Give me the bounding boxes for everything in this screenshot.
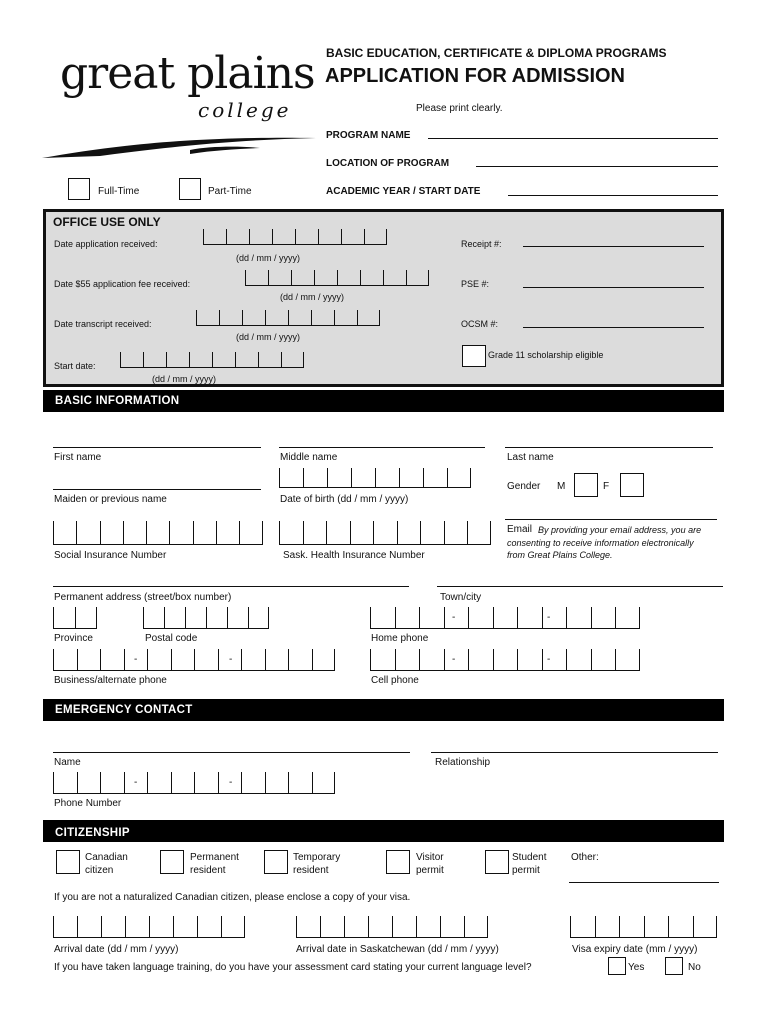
email-field[interactable] — [505, 519, 717, 520]
academic-year-label: ACADEMIC YEAR / START DATE — [326, 186, 481, 197]
gender-m-label: M — [557, 481, 566, 492]
ocsm-field[interactable] — [523, 327, 704, 328]
full-time-checkbox[interactable] — [68, 178, 90, 200]
postal-code-field[interactable] — [143, 607, 269, 629]
emergency-phone-dash-1: - — [134, 777, 138, 788]
date-transcript-label: Date transcript received: — [54, 319, 152, 329]
location-field[interactable] — [476, 166, 718, 167]
receipt-field[interactable] — [523, 246, 704, 247]
student-permit-label-2: permit — [512, 865, 540, 876]
start-date-field[interactable] — [120, 352, 304, 368]
logo-sub-text: college — [198, 98, 292, 122]
pse-label: PSE #: — [461, 279, 490, 289]
other-field[interactable] — [569, 882, 719, 883]
arrival-date-field[interactable] — [53, 916, 245, 938]
citizenship-heading: CITIZENSHIP — [43, 820, 724, 842]
province-label: Province — [54, 633, 93, 644]
emergency-phone-label: Phone Number — [54, 798, 122, 809]
pse-field[interactable] — [523, 287, 704, 288]
language-no-checkbox[interactable] — [665, 957, 683, 975]
gender-f-label: F — [603, 481, 610, 492]
cell-phone-label: Cell phone — [371, 675, 419, 686]
dob-label: Date of birth (dd / mm / yyyy) — [280, 494, 409, 505]
office-title: OFFICE USE ONLY — [53, 215, 161, 229]
other-label: Other: — [571, 852, 599, 863]
sin-field[interactable] — [53, 521, 263, 545]
business-phone-label: Business/alternate phone — [54, 675, 167, 686]
date-format-3: (dd / mm / yyyy) — [236, 332, 301, 342]
language-no-label: No — [688, 962, 701, 973]
scholarship-label: Grade 11 scholarship eligible — [488, 350, 604, 360]
visitor-permit-label-1: Visitor — [416, 852, 444, 863]
cell-phone-dash-2: - — [547, 654, 551, 665]
arrival-sask-label: Arrival date in Saskatchewan (dd / mm / yyyy) — [296, 944, 499, 955]
visa-note: If you are not a naturalized Canadian citizen, please enclose a copy of your visa. — [54, 892, 411, 903]
canadian-citizen-checkbox[interactable] — [56, 850, 80, 874]
sin-label: Social Insurance Number — [54, 550, 167, 561]
permanent-resident-label-2: resident — [190, 865, 226, 876]
visa-expiry-field[interactable] — [570, 916, 717, 938]
temporary-resident-label-2: resident — [293, 865, 329, 876]
arrival-date-label: Arrival date (dd / mm / yyyy) — [54, 944, 179, 955]
last-name-field[interactable] — [505, 447, 713, 448]
date-format-4: (dd / mm / yyyy) — [152, 374, 217, 384]
receipt-label: Receipt #: — [461, 239, 502, 249]
temporary-resident-checkbox[interactable] — [264, 850, 288, 874]
canadian-citizen-label-1: Canadian — [85, 852, 128, 863]
postal-code-label: Postal code — [145, 633, 198, 644]
temporary-resident-label-1: Temporary — [293, 852, 341, 863]
page-title: APPLICATION FOR ADMISSION — [325, 65, 625, 87]
date-fee-field[interactable] — [245, 270, 429, 286]
home-phone-dash-1: - — [452, 612, 456, 623]
student-permit-label-1: Student — [512, 852, 547, 863]
program-name-field[interactable] — [428, 138, 718, 139]
academic-year-field[interactable] — [508, 195, 718, 196]
date-format-1: (dd / mm / yyyy) — [236, 253, 301, 263]
student-permit-checkbox[interactable] — [485, 850, 509, 874]
first-name-field[interactable] — [53, 447, 261, 448]
province-field[interactable] — [53, 607, 97, 629]
business-phone-dash-1: - — [134, 654, 138, 665]
business-phone-field[interactable] — [53, 649, 335, 671]
health-number-label: Sask. Health Insurance Number — [283, 550, 425, 561]
full-time-label: Full-Time — [98, 186, 140, 197]
maiden-name-field[interactable] — [53, 489, 261, 490]
date-format-2: (dd / mm / yyyy) — [280, 292, 345, 302]
home-phone-label: Home phone — [371, 633, 429, 644]
town-field[interactable] — [437, 586, 723, 587]
business-phone-dash-2: - — [229, 654, 233, 665]
emergency-phone-dash-2: - — [229, 777, 233, 788]
permanent-resident-label-1: Permanent — [190, 852, 239, 863]
emergency-name-label: Name — [54, 757, 81, 768]
first-name-label: First name — [54, 452, 102, 463]
emergency-heading: EMERGENCY CONTACT — [43, 699, 724, 721]
start-date-label: Start date: — [54, 361, 96, 371]
language-question: If you have taken language training, do you have your assessment card stating your current language level? — [54, 962, 532, 973]
dob-field[interactable] — [279, 468, 471, 488]
date-received-field[interactable] — [203, 229, 387, 245]
health-number-field[interactable] — [279, 521, 491, 545]
address-field[interactable] — [53, 586, 409, 587]
email-note-1: By providing your email address, you are — [538, 525, 702, 535]
part-time-checkbox[interactable] — [179, 178, 201, 200]
gender-m-checkbox[interactable] — [574, 473, 598, 497]
gender-label: Gender — [507, 481, 541, 492]
arrival-sask-field[interactable] — [296, 916, 488, 938]
date-received-label: Date application received: — [54, 239, 158, 249]
language-yes-checkbox[interactable] — [608, 957, 626, 975]
home-phone-field[interactable] — [370, 607, 640, 629]
email-note-2: consenting to receive information electronically — [507, 538, 694, 548]
address-label: Permanent address (street/box number) — [54, 592, 232, 603]
scholarship-checkbox[interactable] — [462, 345, 486, 367]
logo-swoosh — [40, 128, 320, 162]
last-name-label: Last name — [507, 452, 554, 463]
emergency-phone-field[interactable] — [53, 772, 335, 794]
middle-name-label: Middle name — [280, 452, 338, 463]
canadian-citizen-label-2: citizen — [85, 865, 114, 876]
maiden-name-label: Maiden or previous name — [54, 494, 167, 505]
visitor-permit-checkbox[interactable] — [386, 850, 410, 874]
part-time-label: Part-Time — [208, 186, 252, 197]
relationship-label: Relationship — [435, 757, 491, 768]
gender-f-checkbox[interactable] — [620, 473, 644, 497]
emergency-name-field[interactable] — [53, 752, 410, 753]
cell-phone-field[interactable] — [370, 649, 640, 671]
town-label: Town/city — [440, 592, 482, 603]
email-label: Email — [507, 524, 533, 535]
visitor-permit-label-2: permit — [416, 865, 444, 876]
relationship-field[interactable] — [431, 752, 718, 753]
language-yes-label: Yes — [628, 962, 645, 973]
email-note-3: from Great Plains College. — [507, 550, 613, 560]
visa-expiry-label: Visa expiry date (mm / yyyy) — [572, 944, 698, 955]
basic-info-heading: BASIC INFORMATION — [43, 390, 724, 412]
cell-phone-dash-1: - — [452, 654, 456, 665]
program-name-label: PROGRAM NAME — [326, 130, 411, 141]
date-transcript-field[interactable] — [196, 310, 380, 326]
location-label: LOCATION OF PROGRAM — [326, 158, 450, 169]
header-subtitle: BASIC EDUCATION, CERTIFICATE & DIPLOMA PROGRAMS — [326, 46, 667, 60]
date-fee-label: Date $55 application fee received: — [54, 279, 191, 289]
home-phone-dash-2: - — [547, 612, 551, 623]
middle-name-field[interactable] — [279, 447, 485, 448]
ocsm-label: OCSM #: — [461, 319, 499, 329]
print-note: Please print clearly. — [416, 103, 503, 114]
permanent-resident-checkbox[interactable] — [160, 850, 184, 874]
logo-main-text: great plains — [60, 48, 315, 99]
